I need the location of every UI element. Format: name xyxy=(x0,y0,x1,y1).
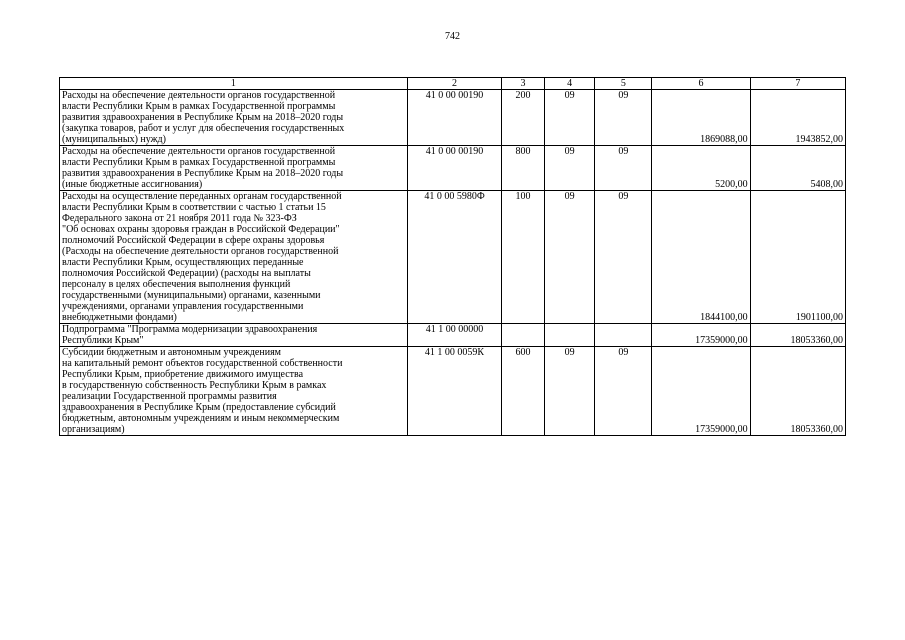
column-header: 6 xyxy=(652,78,750,90)
amount-col6: 17359000,00 xyxy=(652,324,750,347)
row-description: Подпрограмма "Программа модернизации здравоохранения Республики Крым" xyxy=(60,324,408,347)
column-header: 2 xyxy=(407,78,501,90)
section-code: 09 xyxy=(544,347,595,436)
target-article-code: 41 1 00 0059К xyxy=(407,347,501,436)
section-code: 09 xyxy=(544,90,595,146)
subsection-code: 09 xyxy=(595,347,652,436)
section-code xyxy=(544,324,595,347)
subsection-code: 09 xyxy=(595,146,652,191)
target-article-code: 41 0 00 00190 xyxy=(407,90,501,146)
row-description: Субсидии бюджетным и автономным учреждениям на капитальный ремонт объектов государственной собственности Республики Крым, приобретение движимого имущества в государственную собственность Республики Крым в рамках реализации Государственной программы развития здравоохранения в Республике Крым (предоставление субсидий бюджетным, автономным учреждениям и иным некоммерческим организациям) xyxy=(60,347,408,436)
row-description: Расходы на обеспечение деятельности органов государственной власти Республики Крым в рамках Государственной программы развития здравоохранения в Республике Крым на 2018–2020 годы (закупка товаров, работ и услуг для обеспечения государственных (муниципальных) нужд) xyxy=(60,90,408,146)
amount-col7: 5408,00 xyxy=(750,146,845,191)
column-header: 5 xyxy=(595,78,652,90)
table-row xyxy=(60,324,846,347)
expense-type-code: 200 xyxy=(502,90,545,146)
amount-col6: 17359000,00 xyxy=(652,347,750,436)
budget-table xyxy=(59,77,846,436)
column-header: 4 xyxy=(544,78,595,90)
amount-col6: 1844100,00 xyxy=(652,191,750,324)
table-row xyxy=(60,191,846,324)
target-article-code: 41 0 00 5980Ф xyxy=(407,191,501,324)
expense-type-code: 100 xyxy=(502,191,545,324)
table-row xyxy=(60,347,846,436)
column-header: 1 xyxy=(60,78,408,90)
amount-col6: 1869088,00 xyxy=(652,90,750,146)
section-code: 09 xyxy=(544,146,595,191)
column-header: 7 xyxy=(750,78,845,90)
expense-type-code: 600 xyxy=(502,347,545,436)
page-number: 742 xyxy=(445,31,460,42)
amount-col7: 18053360,00 xyxy=(750,347,845,436)
subsection-code xyxy=(595,324,652,347)
target-article-code: 41 0 00 00190 xyxy=(407,146,501,191)
amount-col7: 1943852,00 xyxy=(750,90,845,146)
amount-col7: 1901100,00 xyxy=(750,191,845,324)
expense-type-code: 800 xyxy=(502,146,545,191)
amount-col7: 18053360,00 xyxy=(750,324,845,347)
row-description: Расходы на обеспечение деятельности органов государственной власти Республики Крым в рамках Государственной программы развития здравоохранения в Республике Крым на 2018–2020 годы (иные бюджетные ассигнования) xyxy=(60,146,408,191)
table-row xyxy=(60,146,846,191)
column-header: 3 xyxy=(502,78,545,90)
table-row xyxy=(60,90,846,146)
subsection-code: 09 xyxy=(595,90,652,146)
section-code: 09 xyxy=(544,191,595,324)
row-description: Расходы на осуществление переданных органам государственной власти Республики Крым в соответствии с частью 1 статьи 15 Федерального закона от 21 ноября 2011 года № 323-ФЗ "Об основах охраны здоровья граждан в Российской Федерации" полномочий Российской Федерации в сфере охраны здоровья (Расходы на обеспечение деятельности органов государственной власти Республики Крым, осуществляющих переданные полномочия Российской Федерации) (расходы на выплаты персоналу в целях обеспечения выполнения функций государственными (муниципальными) органами, казенными учреждениями, органами управления государственными внебюджетными фондами) xyxy=(60,191,408,324)
table-header-row xyxy=(60,78,846,90)
amount-col6: 5200,00 xyxy=(652,146,750,191)
target-article-code: 41 1 00 00000 xyxy=(407,324,501,347)
expense-type-code xyxy=(502,324,545,347)
subsection-code: 09 xyxy=(595,191,652,324)
